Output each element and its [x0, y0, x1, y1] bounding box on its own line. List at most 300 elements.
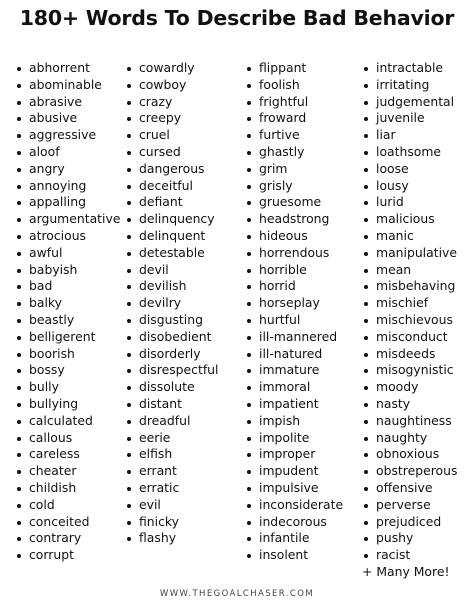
word-text: abominable — [29, 76, 102, 92]
word-text: disorderly — [139, 345, 201, 361]
word-item — [245, 396, 343, 413]
word-text: naughtiness — [376, 412, 452, 428]
word-text: creepy — [139, 110, 182, 126]
bullet-icon — [364, 235, 368, 239]
word-text: judgemental — [376, 93, 455, 109]
word-column-2 — [125, 60, 218, 547]
bullet-icon — [127, 470, 131, 474]
word-item — [125, 278, 218, 295]
bullet-icon — [247, 403, 251, 407]
word-text: mischievous — [376, 311, 453, 327]
bullet-icon — [364, 336, 368, 340]
word-item — [15, 329, 120, 346]
word-text: perverse — [376, 496, 431, 512]
word-text: finicky — [139, 513, 179, 529]
word-text: abhorrent — [29, 60, 90, 75]
word-item — [125, 144, 218, 161]
word-text: aloof — [29, 143, 60, 159]
bullet-icon — [17, 151, 21, 155]
bullet-icon — [127, 185, 131, 189]
bullet-icon — [247, 218, 251, 222]
word-item — [245, 312, 343, 329]
bullet-icon — [364, 218, 368, 222]
word-item — [362, 245, 457, 262]
word-item — [125, 497, 218, 514]
word-text: horseplay — [259, 295, 320, 311]
bullet-icon — [364, 437, 368, 441]
bullet-icon — [17, 487, 21, 491]
bullet-icon — [364, 537, 368, 541]
bullet-icon — [247, 67, 251, 71]
bullet-icon — [17, 403, 21, 407]
word-item — [15, 144, 120, 161]
bullet-icon — [17, 101, 21, 105]
bullet-icon — [17, 117, 21, 121]
word-text: gruesome — [259, 194, 322, 210]
word-item — [362, 346, 457, 363]
word-text: hurtful — [259, 311, 301, 327]
bullet-icon — [364, 101, 368, 105]
word-item — [245, 262, 343, 279]
word-item — [15, 362, 120, 379]
word-text: obnoxious — [376, 446, 440, 462]
word-item — [15, 211, 120, 228]
word-text: misbehaving — [376, 278, 456, 294]
bullet-icon — [17, 84, 21, 88]
bullet-icon — [364, 285, 368, 289]
word-text: defiant — [139, 194, 183, 210]
bullet-icon — [247, 420, 251, 424]
word-text: juvenile — [376, 110, 425, 126]
word-text: dissolute — [139, 379, 195, 395]
bullet-icon — [127, 386, 131, 390]
word-text: bossy — [29, 362, 65, 378]
bullet-icon — [247, 151, 251, 155]
word-item — [362, 413, 457, 430]
word-text: distant — [139, 395, 182, 411]
bullet-icon — [17, 336, 21, 340]
word-item — [125, 312, 218, 329]
word-text: lurid — [376, 194, 404, 210]
bullet-icon — [247, 487, 251, 491]
bullet-icon — [247, 470, 251, 474]
word-item — [362, 430, 457, 447]
word-item — [362, 262, 457, 279]
word-text: evil — [139, 496, 161, 512]
bullet-icon — [17, 554, 21, 558]
word-item — [362, 77, 457, 94]
word-item — [125, 262, 218, 279]
word-text: moody — [376, 379, 419, 395]
bullet-icon — [17, 302, 21, 306]
bullet-icon — [247, 537, 251, 541]
word-item — [245, 480, 343, 497]
word-item — [15, 228, 120, 245]
word-item — [245, 144, 343, 161]
word-text: disrespectful — [139, 362, 219, 378]
bullet-icon — [127, 353, 131, 357]
word-item — [245, 346, 343, 363]
bullet-icon — [127, 101, 131, 105]
word-text: liar — [376, 127, 396, 143]
word-text: infantile — [259, 530, 310, 546]
word-text: appalling — [29, 194, 86, 210]
bullet-icon — [127, 336, 131, 340]
word-item — [125, 245, 218, 262]
bullet-icon — [17, 386, 21, 390]
bullet-icon — [364, 470, 368, 474]
bullet-icon — [364, 269, 368, 273]
word-text: cold — [29, 496, 55, 512]
word-item — [15, 413, 120, 430]
word-item — [245, 530, 343, 547]
word-item — [245, 446, 343, 463]
word-item — [125, 161, 218, 178]
word-item — [245, 211, 343, 228]
word-item — [362, 60, 457, 77]
word-item — [125, 480, 218, 497]
word-text: abusive — [29, 110, 78, 126]
bullet-icon — [364, 134, 368, 138]
word-text: contrary — [29, 530, 82, 546]
word-item — [15, 430, 120, 447]
word-item — [362, 278, 457, 295]
word-text: dangerous — [139, 160, 205, 176]
word-item — [362, 178, 457, 195]
word-item — [15, 547, 120, 564]
bullet-icon — [127, 453, 131, 457]
word-item — [362, 514, 457, 531]
word-item — [362, 161, 457, 178]
word-item — [245, 228, 343, 245]
bullet-icon — [17, 235, 21, 239]
word-item — [15, 480, 120, 497]
word-text: bully — [29, 379, 59, 395]
bullet-icon — [127, 201, 131, 205]
word-item — [245, 278, 343, 295]
word-text: flippant — [259, 60, 307, 75]
word-text: horrendous — [259, 244, 330, 260]
bullet-icon — [127, 504, 131, 508]
word-text: impudent — [259, 463, 319, 479]
word-item — [362, 295, 457, 312]
bullet-icon — [127, 168, 131, 172]
bullet-icon — [17, 201, 21, 205]
word-text: cowboy — [139, 76, 187, 92]
bullet-icon — [17, 252, 21, 256]
word-item — [362, 110, 457, 127]
word-text: loose — [376, 160, 409, 176]
word-text: devilish — [139, 278, 187, 294]
word-text: abrasive — [29, 93, 82, 109]
word-item — [245, 430, 343, 447]
bullet-icon — [127, 521, 131, 525]
bullet-icon — [247, 185, 251, 189]
word-text: nasty — [376, 395, 411, 411]
bullet-icon — [247, 386, 251, 390]
word-text: impatient — [259, 395, 319, 411]
bullet-icon — [364, 521, 368, 525]
bullet-icon — [364, 453, 368, 457]
word-item — [125, 446, 218, 463]
footer-url: WWW.THEGOALCHASER.COM — [159, 589, 315, 599]
word-item — [15, 295, 120, 312]
bullet-icon — [127, 84, 131, 88]
word-text: irritating — [376, 76, 430, 92]
word-text: headstrong — [259, 211, 330, 227]
word-item — [15, 514, 120, 531]
word-text: angry — [29, 160, 65, 176]
bullet-icon — [247, 235, 251, 239]
bullet-icon — [247, 269, 251, 273]
word-item — [15, 60, 120, 77]
word-text: indecorous — [259, 513, 327, 529]
bullet-icon — [364, 302, 368, 306]
bullet-icon — [17, 67, 21, 71]
word-item — [245, 413, 343, 430]
word-text: foolish — [259, 76, 300, 92]
word-text: naughty — [376, 429, 428, 445]
word-text: ghastly — [259, 143, 305, 159]
word-item — [15, 463, 120, 480]
word-item — [362, 530, 457, 547]
bullet-icon — [247, 453, 251, 457]
bullet-icon — [247, 554, 251, 558]
word-column-1 — [15, 60, 120, 564]
bullet-icon — [127, 117, 131, 121]
bullet-icon — [127, 420, 131, 424]
word-text: misconduct — [376, 328, 448, 344]
word-item — [245, 161, 343, 178]
word-item — [245, 362, 343, 379]
bullet-icon — [247, 252, 251, 256]
word-item — [125, 514, 218, 531]
bullet-icon — [364, 319, 368, 323]
word-text: pushy — [376, 530, 414, 546]
bullet-icon — [127, 269, 131, 273]
bullet-icon — [17, 269, 21, 273]
word-item — [125, 379, 218, 396]
word-text: malicious — [376, 211, 435, 227]
word-item — [245, 94, 343, 111]
bullet-icon — [247, 285, 251, 289]
word-text: crazy — [139, 93, 173, 109]
bullet-icon — [247, 369, 251, 373]
bullet-icon — [364, 84, 368, 88]
bullet-icon — [17, 319, 21, 323]
word-item — [245, 77, 343, 94]
bullet-icon — [364, 353, 368, 357]
word-item — [125, 329, 218, 346]
word-item — [15, 346, 120, 363]
word-text: delinquency — [139, 211, 215, 227]
bullet-icon — [17, 420, 21, 424]
word-text: erratic — [139, 479, 180, 495]
word-item — [15, 127, 120, 144]
word-item — [245, 127, 343, 144]
word-item — [15, 161, 120, 178]
word-item — [125, 194, 218, 211]
word-item — [125, 228, 218, 245]
bullet-icon — [247, 353, 251, 357]
word-item — [15, 94, 120, 111]
word-text: insolent — [259, 547, 309, 563]
word-item — [15, 312, 120, 329]
word-text: cruel — [139, 127, 170, 143]
word-text: errant — [139, 463, 177, 479]
word-item — [15, 396, 120, 413]
word-text: devilry — [139, 295, 182, 311]
bullet-icon — [364, 554, 368, 558]
bullet-icon — [127, 67, 131, 71]
bullet-icon — [127, 369, 131, 373]
bullet-icon — [247, 302, 251, 306]
word-item — [15, 530, 120, 547]
word-list — [0, 60, 474, 590]
many-more-label: + Many More! — [362, 563, 450, 579]
word-item — [125, 362, 218, 379]
bullet-icon — [364, 185, 368, 189]
word-text: awful — [29, 244, 63, 260]
word-item — [125, 211, 218, 228]
word-item — [245, 60, 343, 77]
word-text: frightful — [259, 93, 309, 109]
bullet-icon — [247, 201, 251, 205]
word-text: devil — [139, 261, 169, 277]
bullet-icon — [127, 134, 131, 138]
word-item — [245, 110, 343, 127]
word-column-4 — [362, 60, 457, 581]
bullet-icon — [127, 151, 131, 155]
word-text: inconsiderate — [259, 496, 344, 512]
word-text: impulsive — [259, 479, 319, 495]
word-text: cursed — [139, 143, 181, 159]
word-item — [362, 312, 457, 329]
word-text: argumentative — [29, 211, 121, 227]
bullet-icon — [127, 537, 131, 541]
page-title: 180+ Words To Describe Bad Behavior — [19, 6, 455, 30]
bullet-icon — [364, 420, 368, 424]
word-text: hideous — [259, 227, 308, 243]
word-text: froward — [259, 110, 307, 126]
word-item — [125, 396, 218, 413]
word-item — [362, 446, 457, 463]
word-item — [362, 194, 457, 211]
word-text: dreadful — [139, 412, 191, 428]
word-item — [362, 228, 457, 245]
word-item — [362, 480, 457, 497]
word-text: impolite — [259, 429, 310, 445]
word-item — [15, 77, 120, 94]
word-item — [362, 144, 457, 161]
word-item — [15, 262, 120, 279]
bullet-icon — [17, 353, 21, 357]
bullet-icon — [127, 437, 131, 441]
word-item — [15, 110, 120, 127]
word-text: bullying — [29, 395, 79, 411]
word-item — [362, 329, 457, 346]
bullet-icon — [247, 117, 251, 121]
word-item — [362, 94, 457, 111]
bullet-icon — [17, 504, 21, 508]
bullet-icon — [127, 252, 131, 256]
word-item — [245, 194, 343, 211]
word-text: cheater — [29, 463, 77, 479]
word-item — [245, 178, 343, 195]
bullet-icon — [17, 285, 21, 289]
word-item — [245, 497, 343, 514]
bullet-icon — [247, 319, 251, 323]
word-item — [362, 547, 457, 564]
word-item — [362, 497, 457, 514]
word-item — [245, 514, 343, 531]
word-text: conceited — [29, 513, 90, 529]
bullet-icon — [364, 369, 368, 373]
word-text: boorish — [29, 345, 75, 361]
word-text: disgusting — [139, 311, 203, 327]
word-text: careless — [29, 446, 80, 462]
word-item — [245, 463, 343, 480]
word-item — [15, 497, 120, 514]
word-text: manipulative — [376, 244, 457, 260]
word-text: callous — [29, 429, 73, 445]
word-item — [125, 127, 218, 144]
bullet-icon — [364, 201, 368, 205]
bullet-icon — [364, 252, 368, 256]
word-item — [125, 430, 218, 447]
word-item — [15, 245, 120, 262]
bullet-icon — [127, 218, 131, 222]
bullet-icon — [364, 67, 368, 71]
bullet-icon — [247, 437, 251, 441]
word-text: immoral — [259, 379, 311, 395]
word-text: beastly — [29, 311, 75, 327]
word-item — [362, 127, 457, 144]
bullet-icon — [127, 235, 131, 239]
word-text: mischief — [376, 295, 429, 311]
word-item — [125, 60, 218, 77]
bullet-icon — [247, 504, 251, 508]
word-text: impish — [259, 412, 301, 428]
word-item — [125, 295, 218, 312]
bullet-icon — [247, 336, 251, 340]
word-text: ill-mannered — [259, 328, 338, 344]
bullet-icon — [364, 168, 368, 172]
bullet-icon — [17, 470, 21, 474]
bullet-icon — [247, 168, 251, 172]
bullet-icon — [364, 403, 368, 407]
bullet-icon — [17, 453, 21, 457]
word-text: racist — [376, 547, 411, 563]
bullet-icon — [17, 134, 21, 138]
word-text: intractable — [376, 60, 444, 75]
bullet-icon — [364, 151, 368, 155]
word-text: balky — [29, 295, 62, 311]
word-text: annoying — [29, 177, 87, 193]
word-item — [362, 211, 457, 228]
word-item — [125, 110, 218, 127]
bullet-icon — [127, 285, 131, 289]
bullet-icon — [17, 168, 21, 172]
word-text: loathsome — [376, 143, 442, 159]
word-item — [125, 94, 218, 111]
word-text: calculated — [29, 412, 93, 428]
bullet-icon — [127, 487, 131, 491]
word-item — [15, 379, 120, 396]
word-item — [362, 379, 457, 396]
word-text: horrible — [259, 261, 307, 277]
word-text: lousy — [376, 177, 409, 193]
